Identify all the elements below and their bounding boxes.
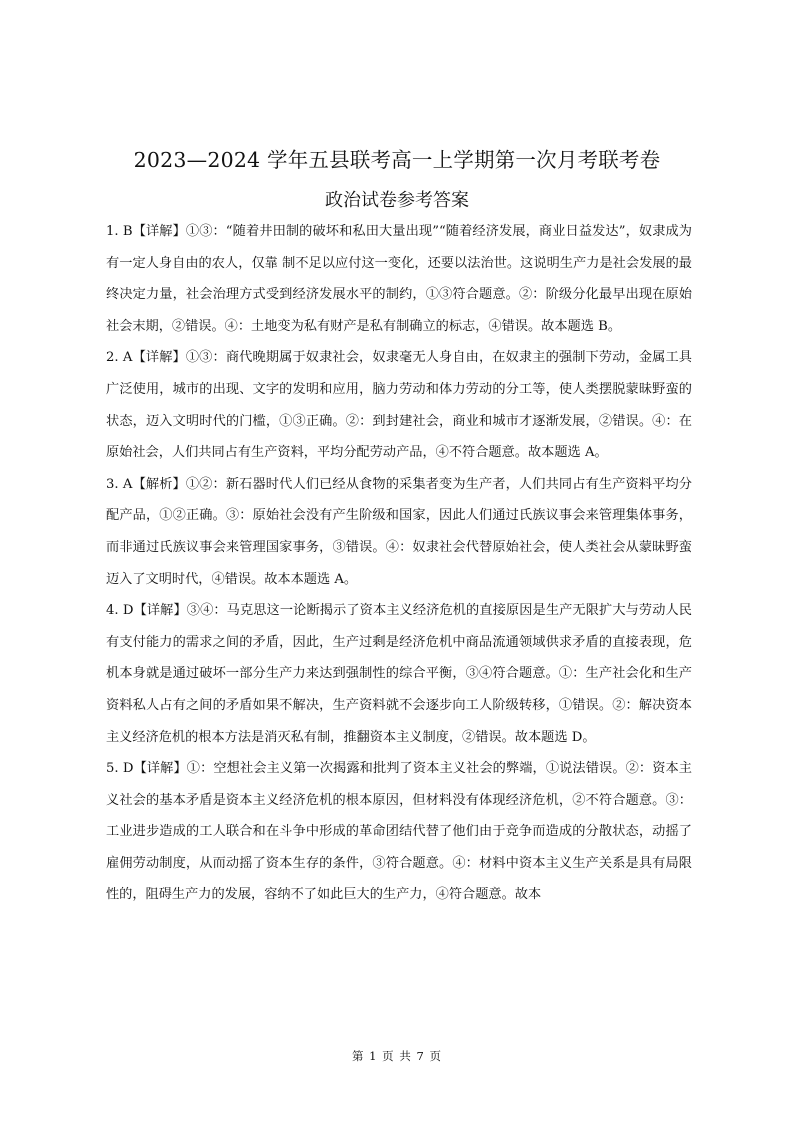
document-subtitle: 政治试卷参考答案 [325,190,469,211]
answer-list [106,216,692,911]
page-number: 第 1 页 共 7 页 [352,1049,442,1063]
answer-paragraph: 2. A【详解】①③：商代晚期属于奴隶社会，奴隶毫无人身自由，在奴隶主的强制下劳动，金属工具广泛使用，城市的出现、文字的发明和应用，脑力劳动和体力劳动的分工等，使人类摆脱蒙昧野蛮的状态，迈入文明时代的门槛，①③正确。②：到封建社会，商业和城市才逐渐发展，②错误。④：在原始社会，人们共同占有生产资料，平均分配劳动产品，④不符合题意。故本题选 A。 [106,350,692,461]
answer-paragraph: 5. D【详解】①：空想社会主义第一次揭露和批判了资本主义社会的弊端，①说法错误。②：资本主义社会的基本矛盾是资本主义经济危机的根本原因，但材料没有体现经济危机，②不符合题意。③：工业进步造成的工人联合和在斗争中形成的革命团结代替了他们由于竞争而造成的分散状态，动摇了雇佣劳动制度，从而动摇了资本生存的条件，③符合题意。④：材料中资本主义生产关系是具有局限性的，阻碍生产力的发展，容纳不了如此巨大的生产力，④符合题意。故本 [106,761,692,903]
document-title: 2023—2024 学年五县联考高一上学期第一次月考联考卷 [133,148,661,172]
answer-paragraph: 4. D【详解】③④：马克思这一论断揭示了资本主义经济危机的直接原因是生产无限扩大与劳动人民有支付能力的需求之间的矛盾，因此，生产过剩是经济危机中商品流通领域供求矛盾的直接表现，危机本身就是通过破坏一部分生产力来达到强制性的综合平衡，③④符合题意。①：生产社会化和生产资料私人占有之间的矛盾如果不解决，生产资料就不会逐步向工人阶级转移，①错误。②：解决资本主义经济危机的根本方法是消灭私有制，推翻资本主义制度，②错误。故本题选 D。 [106,603,692,745]
answer-paragraph: 3. A【解析】①②：新石器时代人们已经从食物的采集者变为生产者，人们共同占有生产资料平均分配产品，①②正确。③：原始社会没有产生阶级和国家，因此人们通过氏族议事会来管理集体事务，而非通过氏族议事会来管理国家事务，③错误。④：奴隶社会代替原始社会，使人类社会从蒙昧野蛮迈入了文明时代，④错误。故本本题选 A。 [106,476,692,587]
answer-paragraph: 1. B【详解】①③：“随着井田制的破坏和私田大量出现”“随着经济发展，商业日益发达”，奴隶成为有一定人身自由的农人，仅靠 制不足以应付这一变化，还要以法治世。这说明生产力是社会发展的最终决定力量，社会治理方式受到经济发展水平的制约，①③符合题意。②：阶级分化最早出现在原始社会末期，②错误。④：土地变为私有财产是私有制确立的标志，④错误。故本题选 B。 [106,224,692,334]
